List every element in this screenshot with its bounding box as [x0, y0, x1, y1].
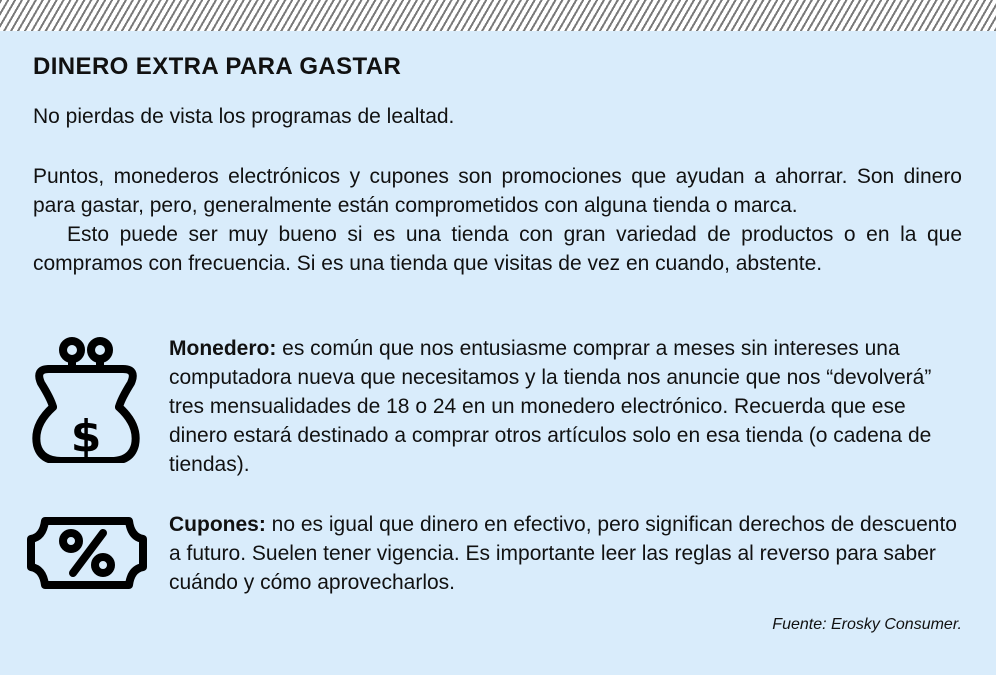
svg-text:$: $ [70, 411, 102, 462]
article-title: DINERO EXTRA PARA GASTAR [33, 53, 402, 80]
item-monedero-term: Monedero: [169, 337, 277, 360]
paragraph-2: Esto puede ser muy bueno si es una tienda con gran variedad de productos o en la que compramos con frecuencia. Si es una tienda que visitas de vez en cuando, abstente. [33, 223, 962, 275]
item-cupones-term: Cupones: [169, 513, 266, 536]
item-monedero-description: es común que nos entusiasme comprar a meses sin intereses una computadora nueva que necesitamos y la tienda nos anuncie que nos “devolverá” tres mensualidades de 18 o 24 en un monedero electrónico. Recuerda que ese dinero estará destinado a comprar otros artículos solo en esa tienda (o cadena de tiendas). [169, 337, 932, 476]
source-note: Fuente: Erosky Consumer. [772, 616, 962, 633]
hatched-top-border [0, 0, 996, 31]
paragraph-1: Puntos, monederos electrónicos y cupones son promociones que ayudan a ahorrar. Son dinero para gastar, pero, generalmente están comprometidos con alguna tienda o marca. [33, 165, 962, 217]
lead-sentence: No pierdas de vista los programas de lealtad. [33, 105, 455, 128]
item-monedero-text [169, 334, 965, 479]
article-body [33, 162, 962, 278]
percent-coupon-icon [27, 515, 147, 596]
item-cupones-text [169, 510, 965, 597]
item-cupones-description: no es igual que dinero en efectivo, pero significan derechos de descuento a futuro. Suelen tener vigencia. Es importante leer las reglas al reverso para saber cuándo y cómo aprovecharlos. [169, 513, 957, 594]
coin-purse-dollar-icon [27, 335, 145, 468]
